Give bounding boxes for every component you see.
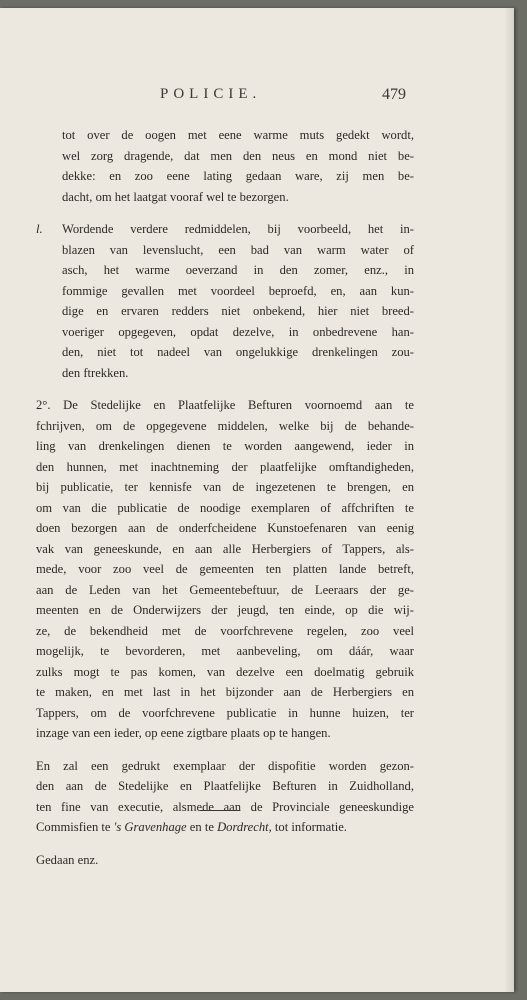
text-line: En zal een gedrukt exemplaar der dispofitie worden gezon-: [36, 758, 414, 773]
body-text: [36, 125, 414, 870]
text-line: dekke: en zoo eene lating gedaan ware, zij men be-: [62, 169, 414, 183]
text-line: ling van drenkelingen dienen te worden aangewend, ieder in: [36, 439, 414, 453]
closing-line: Gedaan enz.: [36, 852, 99, 867]
text-line: 2°. De Stedelijke en Plaatfelijke Befturen voornoemd aan te: [36, 398, 414, 412]
text-line: [36, 219, 414, 240]
text-line: dige en ervaren redders niet onbekend, hier niet breed-: [62, 304, 414, 318]
item-marker: l.: [36, 222, 43, 236]
text-line: den hunnen, met inachtneming der plaatfelijke omftandigheden,: [36, 459, 414, 474]
place-name: Dordrecht: [217, 820, 269, 834]
page-edge: [504, 8, 514, 992]
text-line: ze, de bekendheid met de voorfchrevene regelen, zoo veel: [36, 623, 414, 638]
text-line: zulks mogt te pas komen, van dezelve een doelmatig gebruik: [36, 664, 414, 679]
text-line: tot over de oogen met eene warme muts gedekt wordt,: [62, 128, 414, 142]
text-line: inzage van een ieder, op eene zigtbare plaats op te hangen.: [36, 726, 331, 740]
text-line: [36, 817, 414, 838]
text-line: asch, het warme oeverzand in den zomer, enz., in: [62, 263, 414, 277]
text-line: te maken, en met last in het bijzonder aan de Herbergiers en: [36, 685, 414, 699]
text-line: om van die publicatie de noodige exemplaren of affchriften te: [36, 500, 414, 515]
text-fragment: Wordende verdere redmiddelen, bij voorbeeld, het in-: [62, 222, 414, 236]
end-rule: [200, 810, 240, 811]
text-line: fchrijven, om de opgegevene middelen, welke bij de behande-: [36, 418, 414, 433]
text-line: meenten en de Onderwijzers der jeugd, ten einde, op die wij-: [36, 603, 414, 617]
page-number: 479: [382, 86, 406, 103]
text-line: aan de Leden van het Gemeentebeftuur, de Leeraars der ge-: [36, 582, 414, 597]
text-line: voeriger opgegeven, opdat dezelve, in onbedrevene han-: [62, 324, 414, 339]
running-title: POLICIE.: [160, 86, 262, 102]
text-line: doen bezorgen aan de onderfcheidene Kunstoefenaren van eenig: [36, 521, 414, 535]
text-line: vak van geneeskunde, en aan alle Herbergiers of Tappers, als-: [36, 541, 414, 556]
text-line: mogelijk, te bevorderen, met aanbeveling, om dáár, waar: [36, 644, 414, 658]
text-line: blazen van levenslucht, een bad van warm water of: [62, 242, 414, 257]
text-fragment: en te: [186, 820, 218, 834]
text-line: den, niet tot nadeel van ongelukkige drenkelingen zou-: [62, 345, 414, 359]
text-line: ten fine van executie, alsmede aan de Provinciale geneeskundige: [36, 799, 414, 814]
text-line: den ftrekken.: [62, 365, 129, 380]
text-line: wel zorg dragende, dat men den neus en mond niet be-: [62, 148, 414, 163]
text-line: mede, voor zoo veel de gemeenten ten platten lande betreft,: [36, 562, 414, 576]
text-line: bij publicatie, ter kennisfe van de ingezetenen te brengen, en: [36, 480, 414, 494]
text-line: fommige gevallen met voordeel beproefd, en, aan kun-: [62, 283, 414, 298]
text-fragment: , tot informatie.: [268, 820, 347, 834]
text-fragment: Commisfien te: [36, 820, 114, 834]
place-name: 's Gravenhage: [113, 820, 187, 834]
text-line: Tappers, om de voorfchrevene publicatie in hunne huizen, ter: [36, 705, 414, 720]
book-page: [0, 8, 514, 992]
running-head: [0, 86, 514, 108]
text-line: dacht, om het laatgat vooraf wel te bezorgen.: [62, 189, 289, 204]
text-line: den aan de Stedelijke en Plaatfelijke Befturen in Zuidholland,: [36, 779, 414, 793]
